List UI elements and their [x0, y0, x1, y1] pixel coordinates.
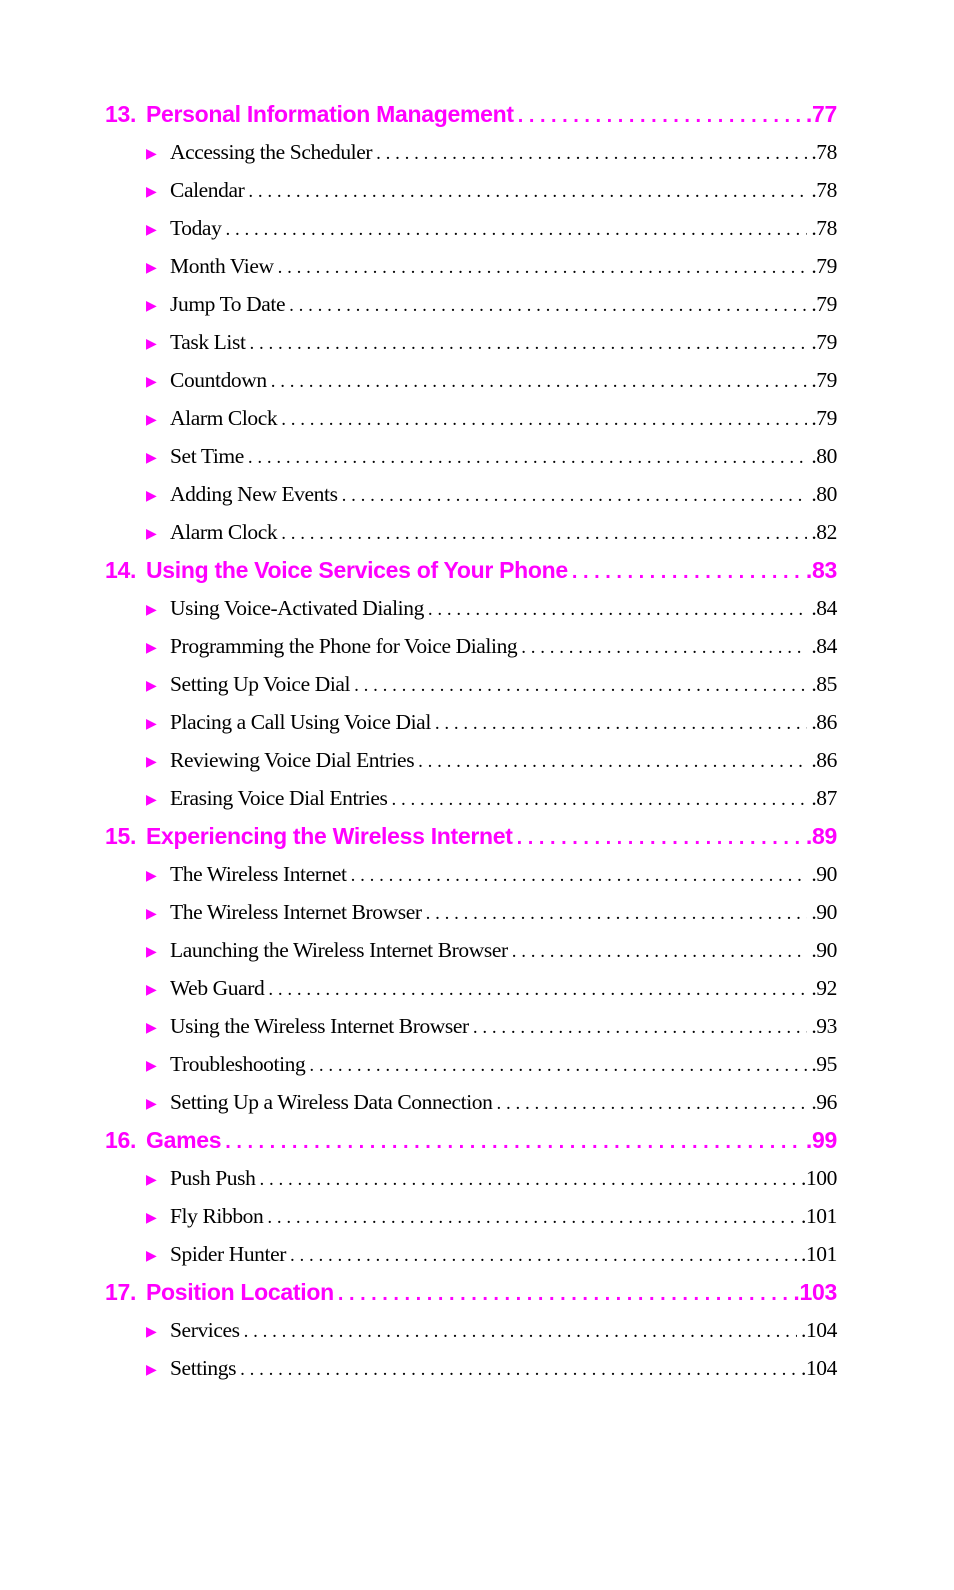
- toc-entry[interactable]: [105, 285, 837, 323]
- triangle-bullet-icon: ▶: [146, 1248, 157, 1264]
- chapter-title: Games: [146, 1127, 222, 1153]
- triangle-bullet-icon: ▶: [146, 602, 157, 618]
- chapter-page-number: .83: [805, 557, 837, 583]
- triangle-bullet-icon: ▶: [146, 1324, 157, 1340]
- triangle-bullet-icon: ▶: [146, 1096, 157, 1112]
- entry-title: Using the Wireless Internet Browser: [170, 1014, 469, 1038]
- dot-leader: [497, 1085, 808, 1123]
- entry-title: Placing a Call Using Voice Dial: [170, 710, 431, 734]
- dot-leader: [290, 1237, 797, 1275]
- entry-page-number: .78: [811, 216, 837, 240]
- entry-page-number: .84: [811, 634, 837, 658]
- toc-entry[interactable]: [105, 209, 837, 247]
- toc-entry[interactable]: [105, 1083, 837, 1121]
- entry-title: Launching the Wireless Internet Browser: [170, 938, 508, 962]
- entry-page-number: .104: [800, 1356, 837, 1380]
- triangle-bullet-icon: ▶: [146, 982, 157, 998]
- chapter-title: Position Location: [146, 1279, 334, 1305]
- triangle-bullet-icon: ▶: [146, 1020, 157, 1036]
- entry-title: Spider Hunter: [170, 1242, 287, 1266]
- entry-title: Alarm Clock: [170, 520, 278, 544]
- entry-page-number: .101: [800, 1204, 837, 1228]
- toc-entry[interactable]: [105, 779, 837, 817]
- dot-leader: [267, 1199, 797, 1237]
- triangle-bullet-icon: ▶: [146, 488, 157, 504]
- toc-entry[interactable]: [105, 133, 837, 171]
- toc-entry[interactable]: [105, 627, 837, 665]
- chapter-heading[interactable]: [105, 1121, 837, 1159]
- dot-leader: [248, 439, 807, 477]
- entry-page-number: .79: [811, 292, 837, 316]
- chapter-page-number: .103: [793, 1279, 837, 1305]
- triangle-bullet-icon: ▶: [146, 146, 157, 162]
- entry-page-number: .86: [811, 748, 837, 772]
- entry-title: Alarm Clock: [170, 406, 278, 430]
- entry-title: Countdown: [170, 368, 267, 392]
- toc-entry[interactable]: [105, 247, 837, 285]
- toc-entry[interactable]: [105, 361, 837, 399]
- entry-title: Erasing Voice Dial Entries: [170, 786, 388, 810]
- chapter-title: Using the Voice Services of Your Phone: [146, 557, 568, 583]
- entry-title: Services: [170, 1318, 240, 1342]
- entry-page-number: .79: [811, 330, 837, 354]
- entry-title: Setting Up Voice Dial: [170, 672, 351, 696]
- entry-title: Set Time: [170, 444, 244, 468]
- entry-title: Calendar: [170, 178, 245, 202]
- entry-page-number: .78: [811, 178, 837, 202]
- chapter-number: 15.: [105, 823, 137, 849]
- entry-title: The Wireless Internet Browser: [170, 900, 422, 924]
- entry-page-number: .90: [811, 900, 837, 924]
- dot-leader: [473, 1009, 808, 1047]
- entry-page-number: .79: [811, 406, 837, 430]
- triangle-bullet-icon: ▶: [146, 906, 157, 922]
- dot-leader: [376, 135, 807, 173]
- toc-entry[interactable]: [105, 893, 837, 931]
- entry-page-number: .96: [811, 1090, 837, 1114]
- triangle-bullet-icon: ▶: [146, 374, 157, 390]
- dot-leader: [351, 857, 808, 895]
- entry-title: Today: [170, 216, 222, 240]
- triangle-bullet-icon: ▶: [146, 1058, 157, 1074]
- toc-entry[interactable]: [105, 855, 837, 893]
- dot-leader: [309, 1047, 807, 1085]
- dot-leader: [271, 363, 808, 401]
- dot-leader: [225, 211, 807, 249]
- entry-title: Troubleshooting: [170, 1052, 306, 1076]
- entry-title: Month View: [170, 254, 274, 278]
- entry-title: Reviewing Voice Dial Entries: [170, 748, 415, 772]
- dot-leader: [392, 781, 808, 819]
- dot-leader: [268, 971, 807, 1009]
- toc-entry[interactable]: [105, 1159, 837, 1197]
- dot-leader: [426, 895, 808, 933]
- dot-leader: [281, 515, 807, 553]
- triangle-bullet-icon: ▶: [146, 298, 157, 314]
- entry-page-number: .90: [811, 938, 837, 962]
- dot-leader: [240, 1351, 797, 1389]
- entry-page-number: .82: [811, 520, 837, 544]
- entry-title: The Wireless Internet: [170, 862, 347, 886]
- dot-leader: [259, 1161, 797, 1199]
- chapter-heading[interactable]: [105, 817, 837, 855]
- toc-entry[interactable]: [105, 703, 837, 741]
- entry-page-number: .80: [811, 482, 837, 506]
- toc-entry[interactable]: [105, 589, 837, 627]
- triangle-bullet-icon: ▶: [146, 1362, 157, 1378]
- entry-title: Fly Ribbon: [170, 1204, 264, 1228]
- triangle-bullet-icon: ▶: [146, 716, 157, 732]
- toc-entry[interactable]: [105, 1045, 837, 1083]
- triangle-bullet-icon: ▶: [146, 260, 157, 276]
- dot-leader: [517, 819, 802, 857]
- chapter-page-number: .77: [805, 101, 837, 127]
- entry-page-number: .95: [811, 1052, 837, 1076]
- toc-entry[interactable]: [105, 323, 837, 361]
- chapter-heading[interactable]: [105, 551, 837, 589]
- toc-entry[interactable]: [105, 1007, 837, 1045]
- toc-entry[interactable]: [105, 1197, 837, 1235]
- dot-leader: [518, 97, 802, 135]
- triangle-bullet-icon: ▶: [146, 526, 157, 542]
- triangle-bullet-icon: ▶: [146, 944, 157, 960]
- dot-leader: [342, 477, 808, 515]
- entry-title: Settings: [170, 1356, 237, 1380]
- entry-title: Web Guard: [170, 976, 265, 1000]
- toc-entry[interactable]: [105, 171, 837, 209]
- toc-entry[interactable]: [105, 1235, 837, 1273]
- toc-entry[interactable]: [105, 931, 837, 969]
- dot-leader: [225, 1123, 802, 1161]
- dot-leader: [244, 1313, 797, 1351]
- chapter-number: 17.: [105, 1279, 137, 1305]
- dot-leader: [250, 325, 808, 363]
- entry-title: Jump To Date: [170, 292, 286, 316]
- dot-leader: [338, 1275, 790, 1313]
- entry-title: Adding New Events: [170, 482, 338, 506]
- entry-page-number: .85: [811, 672, 837, 696]
- entry-page-number: .100: [800, 1166, 837, 1190]
- toc-entry[interactable]: [105, 399, 837, 437]
- toc-entry[interactable]: [105, 475, 837, 513]
- entry-title: Using Voice-Activated Dialing: [170, 596, 424, 620]
- entry-page-number: .92: [811, 976, 837, 1000]
- chapter-number: 14.: [105, 557, 137, 583]
- chapter-number: 16.: [105, 1127, 137, 1153]
- triangle-bullet-icon: ▶: [146, 1172, 157, 1188]
- entry-page-number: .93: [811, 1014, 837, 1038]
- dot-leader: [248, 173, 807, 211]
- chapter-heading[interactable]: [105, 95, 837, 133]
- entry-page-number: .79: [811, 254, 837, 278]
- entry-page-number: .104: [800, 1318, 837, 1342]
- dot-leader: [289, 287, 807, 325]
- chapter-title: Experiencing the Wireless Internet: [146, 823, 513, 849]
- triangle-bullet-icon: ▶: [146, 450, 157, 466]
- chapter-title: Personal Information Management: [146, 101, 514, 127]
- dot-leader: [572, 553, 802, 591]
- dot-leader: [435, 705, 807, 743]
- toc-entry[interactable]: [105, 1311, 837, 1349]
- dot-leader: [512, 933, 808, 971]
- entry-title: Push Push: [170, 1166, 256, 1190]
- triangle-bullet-icon: ▶: [146, 412, 157, 428]
- dot-leader: [354, 667, 807, 705]
- triangle-bullet-icon: ▶: [146, 868, 157, 884]
- dot-leader: [521, 629, 807, 667]
- triangle-bullet-icon: ▶: [146, 222, 157, 238]
- dot-leader: [278, 249, 808, 287]
- entry-page-number: .84: [811, 596, 837, 620]
- triangle-bullet-icon: ▶: [146, 678, 157, 694]
- table-of-contents: [105, 95, 837, 1387]
- toc-entry[interactable]: [105, 1349, 837, 1387]
- entry-page-number: .90: [811, 862, 837, 886]
- chapter-page-number: .99: [805, 1127, 837, 1153]
- triangle-bullet-icon: ▶: [146, 184, 157, 200]
- toc-entry[interactable]: [105, 513, 837, 551]
- entry-page-number: .86: [811, 710, 837, 734]
- entry-page-number: .78: [811, 140, 837, 164]
- chapter-number: 13.: [105, 101, 137, 127]
- entry-title: Setting Up a Wireless Data Connection: [170, 1090, 493, 1114]
- dot-leader: [281, 401, 807, 439]
- entry-page-number: .87: [811, 786, 837, 810]
- chapter-heading[interactable]: [105, 1273, 837, 1311]
- triangle-bullet-icon: ▶: [146, 792, 157, 808]
- entry-page-number: .101: [800, 1242, 837, 1266]
- entry-title: Programming the Phone for Voice Dialing: [170, 634, 518, 658]
- chapter-page-number: .89: [805, 823, 837, 849]
- entry-title: Task List: [170, 330, 246, 354]
- toc-entry[interactable]: [105, 437, 837, 475]
- entry-page-number: .79: [811, 368, 837, 392]
- entry-title: Accessing the Scheduler: [170, 140, 373, 164]
- dot-leader: [428, 591, 807, 629]
- triangle-bullet-icon: ▶: [146, 1210, 157, 1226]
- toc-entry[interactable]: [105, 969, 837, 1007]
- toc-entry[interactable]: [105, 665, 837, 703]
- dot-leader: [418, 743, 807, 781]
- toc-entry[interactable]: [105, 741, 837, 779]
- triangle-bullet-icon: ▶: [146, 754, 157, 770]
- triangle-bullet-icon: ▶: [146, 336, 157, 352]
- entry-page-number: .80: [811, 444, 837, 468]
- triangle-bullet-icon: ▶: [146, 640, 157, 656]
